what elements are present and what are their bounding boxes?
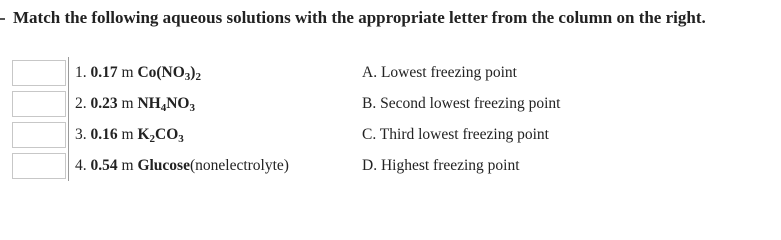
solution-number: 1. [75, 63, 87, 81]
solution-concentration: 0.16 [90, 125, 118, 143]
row-divider [68, 150, 69, 181]
row-divider [68, 119, 69, 150]
answer-input-3[interactable] [12, 122, 66, 148]
choice-b: B. Second lowest freezing point [362, 94, 561, 112]
solution-3 [75, 126, 362, 144]
solution-note: (nonelectrolyte) [189, 156, 289, 174]
solution-1 [75, 64, 362, 82]
question-title: Match the following aqueous solutions with the appropriate letter from the column on the right. [13, 8, 706, 27]
solution-formula [137, 126, 183, 143]
formula-part: CO [155, 125, 179, 143]
formula-part: K [137, 125, 150, 143]
solution-unit: m [121, 156, 134, 174]
solution-number: 2. [75, 94, 87, 112]
formula-subscript: 3 [184, 70, 191, 83]
formula-subscript: 3 [189, 101, 195, 114]
match-row-3 [12, 119, 560, 150]
row-divider [68, 57, 69, 88]
solution-formula [137, 95, 195, 112]
matching-rows [12, 57, 560, 181]
solution-concentration: 0.54 [90, 156, 118, 174]
choice-d: D. Highest freezing point [362, 156, 520, 174]
formula-subscript: 2 [195, 70, 201, 83]
solution-formula [137, 157, 190, 174]
formula-subscript: 4 [160, 101, 167, 114]
match-row-1 [12, 57, 560, 88]
solution-unit: m [121, 125, 134, 143]
solution-concentration: 0.23 [90, 94, 118, 112]
solution-number: 4. [75, 156, 87, 174]
formula-part: ) [190, 63, 196, 81]
solution-unit: m [121, 94, 134, 112]
solution-4 [75, 157, 362, 175]
bullet-dash [0, 18, 5, 20]
formula-subscript: 3 [178, 132, 184, 145]
formula-part: NH [137, 94, 161, 112]
match-row-4 [12, 150, 560, 181]
formula-part: NO [166, 94, 190, 112]
formula-subscript: 2 [149, 132, 155, 145]
solution-formula [137, 64, 201, 81]
choice-a: A. Lowest freezing point [362, 63, 517, 81]
solution-2 [75, 95, 362, 113]
solution-concentration: 0.17 [90, 63, 118, 81]
match-row-2 [12, 88, 560, 119]
solution-number: 3. [75, 125, 87, 143]
formula-part: Co(NO [137, 63, 185, 81]
answer-input-4[interactable] [12, 153, 66, 179]
row-divider [68, 88, 69, 119]
answer-input-1[interactable] [12, 60, 66, 86]
formula-part: Glucose [137, 156, 190, 174]
answer-input-2[interactable] [12, 91, 66, 117]
choice-c: C. Third lowest freezing point [362, 125, 549, 143]
solution-unit: m [121, 63, 134, 81]
